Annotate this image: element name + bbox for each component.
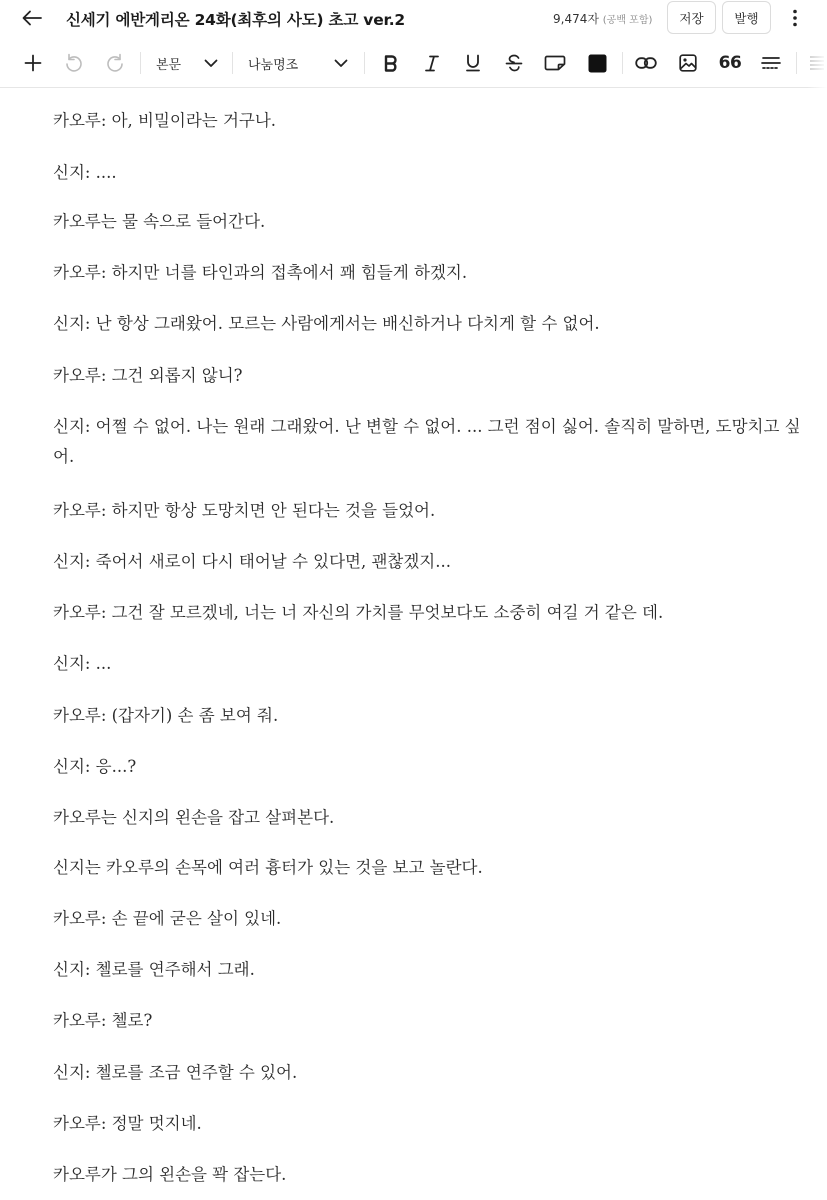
paragraph[interactable]: 카오루: 하지만 항상 도망치면 안 된다는 것을 들었어. bbox=[53, 501, 436, 520]
paragraph[interactable]: 카오루가 그의 왼손을 꽉 잡는다. bbox=[53, 1165, 287, 1184]
quote-button[interactable] bbox=[716, 50, 744, 76]
text-color-icon bbox=[588, 54, 607, 73]
italic-icon bbox=[425, 55, 439, 72]
paragraph[interactable]: 신지: 첼로를 조금 연주할 수 있어. bbox=[53, 1063, 298, 1082]
link-icon bbox=[635, 56, 657, 70]
chevron-down-icon bbox=[204, 59, 218, 68]
underline-button[interactable] bbox=[462, 50, 484, 76]
text-highlight-button[interactable] bbox=[543, 50, 567, 76]
toolbar-divider bbox=[232, 52, 233, 74]
quote-icon: 66 bbox=[718, 53, 742, 73]
undo-button[interactable] bbox=[63, 50, 85, 76]
more-options-button[interactable] bbox=[785, 8, 805, 28]
strikethrough-icon bbox=[505, 54, 523, 72]
publish-button[interactable]: 발행 bbox=[722, 1, 771, 34]
toolbar-divider bbox=[796, 52, 797, 74]
paragraph[interactable]: 카오루: 정말 멋지네. bbox=[53, 1114, 202, 1133]
image-icon bbox=[679, 54, 697, 72]
divider-button[interactable] bbox=[760, 50, 782, 76]
underline-icon bbox=[465, 54, 481, 72]
text-color-button[interactable] bbox=[586, 50, 608, 76]
strikethrough-button[interactable] bbox=[503, 50, 525, 76]
paragraph[interactable]: 신지: 죽어서 새로이 다시 태어날 수 있다면, 괜찮겠지... bbox=[53, 552, 451, 571]
paragraph[interactable]: 카오루는 신지의 왼손을 잡고 살펴본다. bbox=[53, 808, 335, 827]
paragraph[interactable]: 신지: ... bbox=[53, 654, 112, 673]
toolbar-divider bbox=[622, 52, 623, 74]
add-button[interactable] bbox=[22, 50, 44, 76]
paragraph[interactable]: 카오루: 아, 비밀이라는 거구나. bbox=[53, 111, 277, 130]
paragraph[interactable]: 신지: 난 항상 그래왔어. 모르는 사람에게서는 배신하거나 다치게 할 수 없어. bbox=[53, 314, 600, 333]
redo-button[interactable] bbox=[104, 50, 126, 76]
arrow-left-icon bbox=[22, 10, 42, 26]
save-button[interactable]: 저장 bbox=[667, 1, 716, 34]
paragraph[interactable]: 신지: 첼로를 연주해서 그래. bbox=[53, 960, 255, 979]
toolbar-fade bbox=[807, 38, 827, 88]
paragraph-style-dropdown[interactable] bbox=[156, 50, 218, 76]
font-family-label: 나눔명조 bbox=[248, 57, 299, 73]
bold-button[interactable] bbox=[380, 50, 402, 76]
image-button[interactable] bbox=[677, 50, 699, 76]
text-highlight-icon bbox=[544, 55, 566, 71]
toolbar-divider bbox=[140, 52, 141, 74]
chevron-down-icon bbox=[334, 59, 348, 68]
paragraph[interactable]: 카오루: 그건 잘 모르겠네, 너는 너 자신의 가치를 무엇보다도 소중히 여길 거 같은 데. bbox=[53, 603, 664, 622]
plus-icon bbox=[24, 54, 42, 72]
paragraph[interactable]: 신지는 카오루의 손목에 여러 흉터가 있는 것을 보고 놀란다. bbox=[53, 858, 483, 877]
divider-icon bbox=[761, 56, 781, 70]
bold-icon bbox=[384, 55, 398, 72]
undo-icon bbox=[64, 53, 84, 73]
more-vertical-icon bbox=[793, 9, 797, 27]
paragraph[interactable]: 신지: .... bbox=[53, 163, 117, 182]
paragraph[interactable]: 카오루: 하지만 너를 타인과의 접촉에서 꽤 힘들게 하겠지. bbox=[53, 263, 468, 282]
paragraph[interactable]: 카오루: 첼로? bbox=[53, 1011, 153, 1030]
paragraph[interactable]: 카오루: 손 끝에 굳은 살이 있네. bbox=[53, 909, 282, 928]
back-button[interactable] bbox=[18, 5, 46, 31]
link-button[interactable] bbox=[634, 50, 658, 76]
toolbar-divider bbox=[364, 52, 365, 74]
character-count-note: (공백 포함) bbox=[602, 15, 653, 26]
character-count-value: 9,474자 bbox=[553, 12, 599, 26]
paragraph[interactable]: 신지: 어쩔 수 없어. 나는 원래 그래왔어. 난 변할 수 없어. ... 그런 점이 싫어. 솔직히 말하면, 도망치고 싶어. bbox=[53, 417, 801, 466]
paragraph[interactable]: 신지: 응...? bbox=[53, 757, 137, 776]
paragraph[interactable]: 카오루는 물 속으로 들어간다. bbox=[53, 212, 266, 231]
top-header bbox=[0, 0, 827, 37]
paragraph[interactable]: 카오루: 그건 외롭지 않니? bbox=[53, 366, 243, 385]
paragraph-style-label: 본문 bbox=[156, 57, 182, 73]
font-family-dropdown[interactable] bbox=[248, 50, 348, 76]
character-count bbox=[553, 10, 652, 27]
document-title: 신세기 에반게리온 24화(최후의 사도) 초고 ver.2 bbox=[66, 11, 406, 29]
paragraph[interactable]: 카오루: (갑자기) 손 좀 보여 줘. bbox=[53, 706, 279, 725]
editor-toolbar bbox=[0, 38, 827, 88]
redo-icon bbox=[105, 53, 125, 73]
italic-button[interactable] bbox=[421, 50, 443, 76]
